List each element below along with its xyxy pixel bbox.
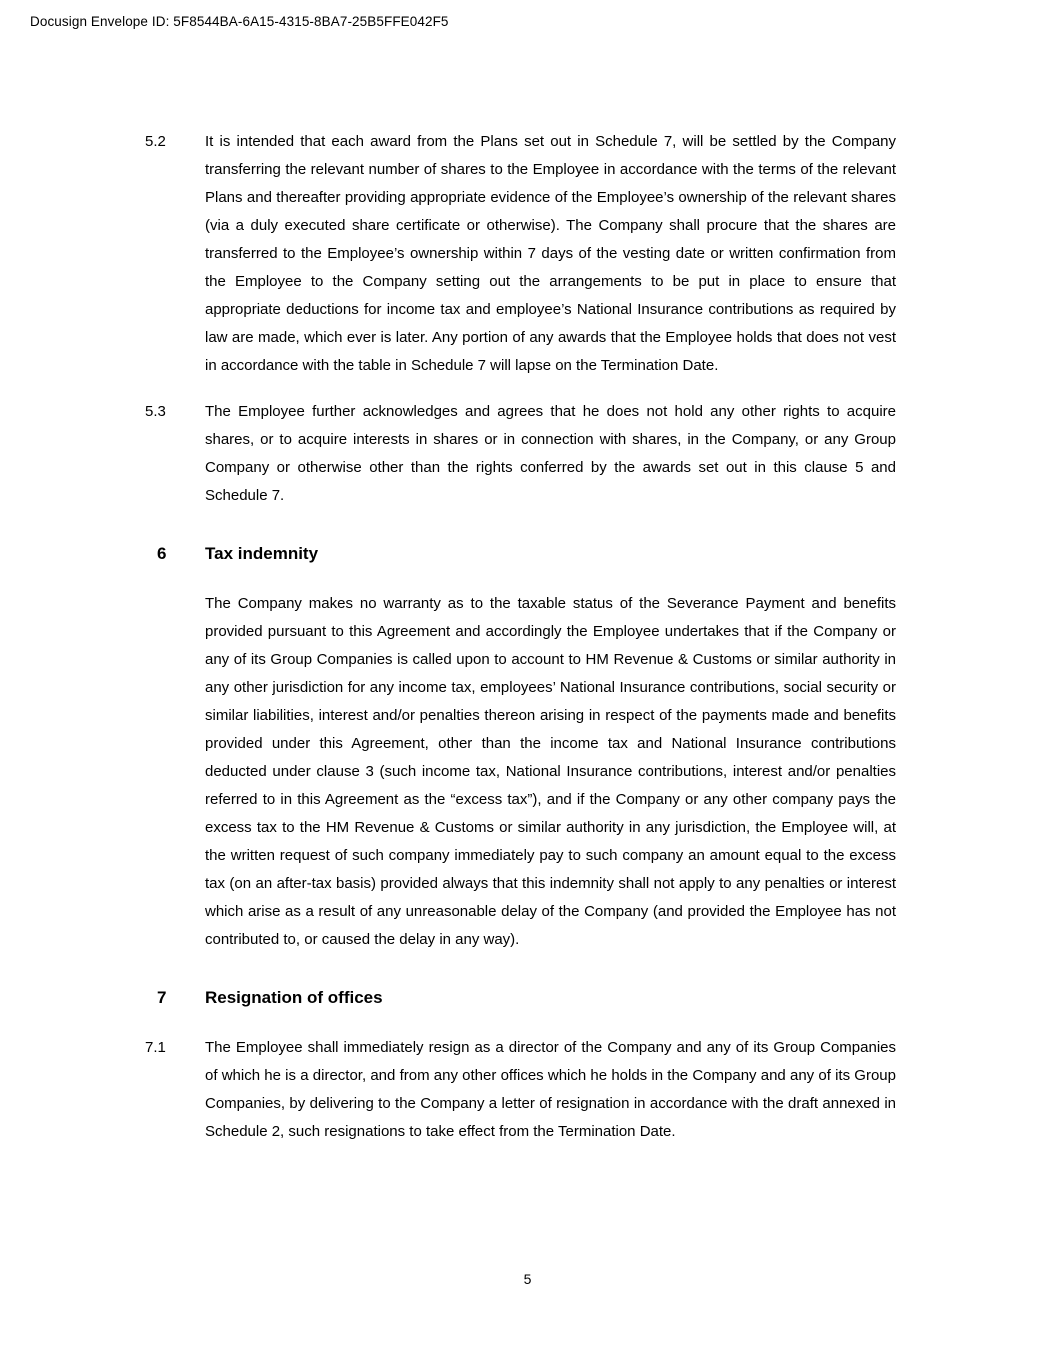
clause-text: The Employee shall immediately resign as a director of the Company and any of its Group Companies of which he is a director, and from any other offices which he holds in the Company and any of its Group Companies, by delivering to the Company a letter of resignation in accordance with the draft annexed in Schedule 2, such resignations to take effect from the Termination Date.	[205, 1039, 896, 1140]
section-number: 7	[157, 988, 167, 1007]
section-title: Resignation of offices	[205, 988, 383, 1007]
page-number: 5	[523, 1271, 532, 1287]
section-heading-resignation-of-offices	[145, 986, 896, 1010]
section-number: 6	[157, 544, 167, 563]
clause-5-2	[145, 128, 896, 380]
section-heading-tax-indemnity	[145, 542, 896, 566]
section-6-body: The Company makes no warranty as to the taxable status of the Severance Payment and benefits provided pursuant to this Agreement and accordingly the Employee undertakes that if the Company or any of its Group Companies is called upon to account to HM Revenue & Customs or similar authority in any other jurisdiction for any income tax, employees’ National Insurance contributions, social security or similar liabilities, interest and/or penalties thereon arising in respect of the payments made and benefits provided under this Agreement, other than the income tax and National Insurance contributions deducted under clause 3 (such income tax, National Insurance contributions, interest and/or penalties referred to in this Agreement as the “excess tax”), and if the Company or any other company pays the excess tax to the HM Revenue & Customs or similar authority in any jurisdiction, the Employee will, at the written request of such company immediately pay to such company an amount equal to the excess tax (on an after-tax basis) provided always that this indemnity shall not apply to any penalties or interest which arise as a result of any unreasonable delay of the Company (and provided the Employee has not contributed to, or caused the delay in any way).	[205, 595, 896, 948]
clause-text: It is intended that each award from the Plans set out in Schedule 7, will be settled by the Company transferring the relevant number of shares to the Employee in accordance with the terms of the relevant Plans and thereafter providing appropriate evidence of the Employee’s ownership of the relevant shares (via a duly executed share certificate or otherwise). The Company shall procure that the shares are transferred to the Employee’s ownership within 7 days of the vesting date or written confirmation from the Employee to the Company setting out the arrangements to be put in place to ensure that appropriate deductions for income tax and employee’s National Insurance contributions as required by law are made, which ever is later. Any portion of any awards that the Employee holds that does not vest in accordance with the table in Schedule 7 will lapse on the Termination Date.	[205, 133, 896, 374]
clause-5-3	[145, 398, 896, 510]
clause-number: 5.3	[145, 403, 166, 420]
clause-text: The Employee further acknowledges and agrees that he does not hold any other rights to acquire shares, or to acquire interests in shares or in connection with shares, in the Company, or any Group Company or otherwise other than the rights conferred by the awards set out in this clause 5 and Schedule 7.	[205, 403, 896, 504]
clause-number: 5.2	[145, 133, 166, 150]
document-body	[145, 128, 896, 1164]
clause-7-1	[145, 1034, 896, 1146]
clause-number: 7.1	[145, 1039, 166, 1056]
docusign-envelope-id: Docusign Envelope ID: 5F8544BA-6A15-4315-8BA7-25B5FFE042F5	[30, 14, 449, 29]
section-title: Tax indemnity	[205, 544, 319, 563]
